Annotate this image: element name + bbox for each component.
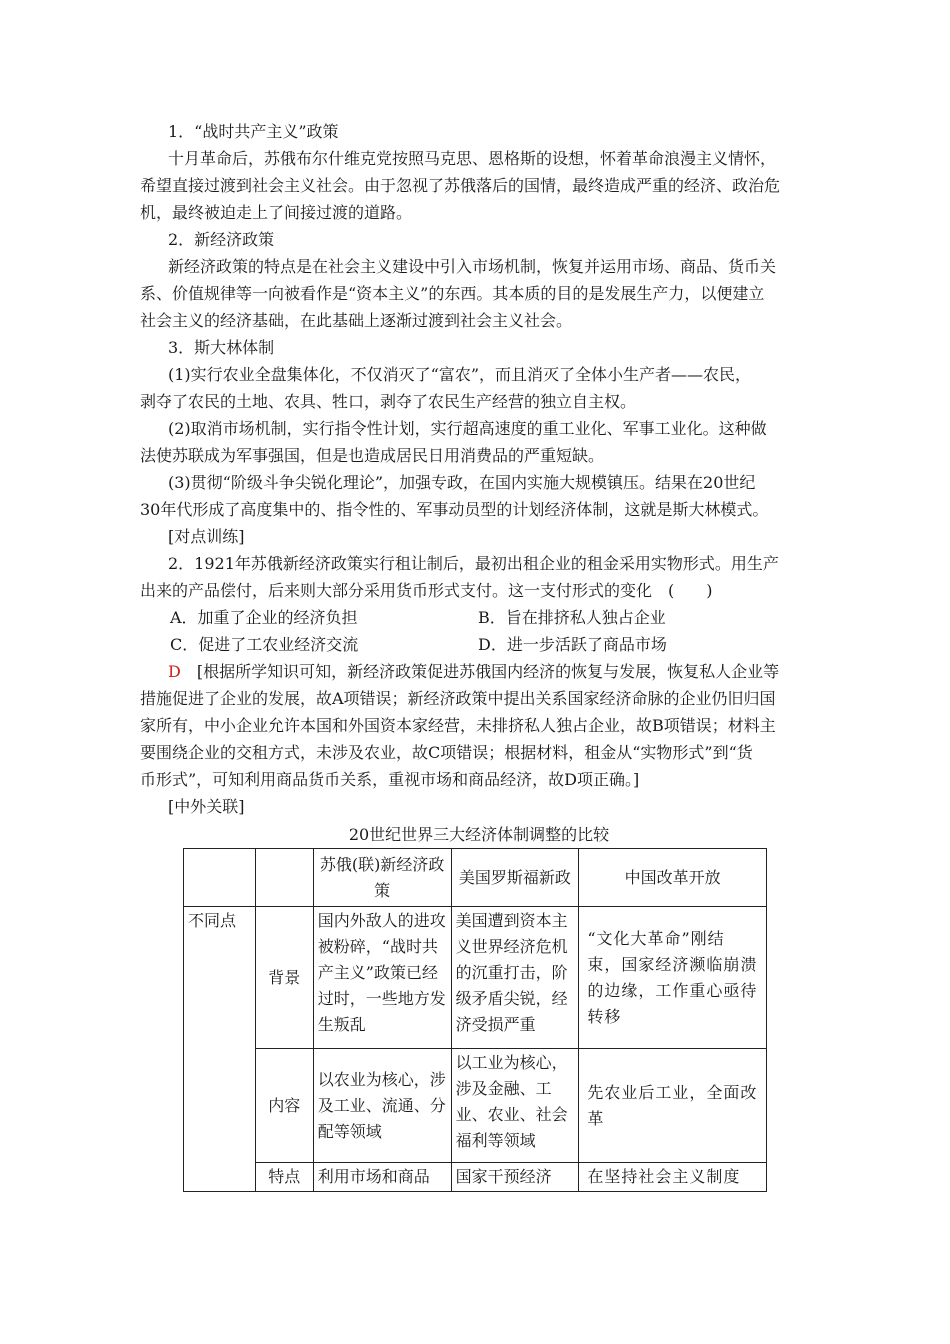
table-row — [184, 1163, 767, 1192]
option-c: C．促进了工农业经济交流 — [170, 635, 359, 654]
section-1-line-2: 希望直接过渡到社会主义社会。由于忽视了苏俄落后的国情，最终造成严重的经济、政治危 — [140, 176, 781, 195]
cell-background-usa: 美国遭到资本主义世界经济危机的沉重打击，阶级矛盾尖锐，经济受损严重 — [451, 907, 579, 1049]
option-a: A．加重了企业的经济负担 — [170, 608, 358, 627]
cell-feature-usa: 国家干预经济 — [451, 1163, 579, 1192]
cell-content-usa: 以工业为核心，涉及金融、工业、农业、社会福利等领域 — [451, 1049, 579, 1163]
explanation-line-3: 家所有，中小企业允许本国和外国资本家经营，未排挤私人独占企业，故B项错误；材料主 — [140, 716, 776, 735]
header-china: 中国改革开放 — [579, 849, 767, 907]
cell-background-soviet: 国内外敌人的进攻被粉碎，“战时共产主义”政策已经过时，一些地方发生叛乱 — [313, 907, 451, 1049]
row-label-content: 内容 — [255, 1049, 313, 1163]
section-1-line-1: 十月革命后，苏俄布尔什维克党按照马克思、恩格斯的设想，怀着革命浪漫主义情怀， — [168, 149, 777, 168]
section-3-point-1-line-1: (1)实行农业全盘集体化，不仅消灭了“富农”，而且消灭了全体小生产者——农民， — [168, 365, 752, 384]
options-row-2 — [140, 631, 818, 658]
explanation-line-4: 要围绕企业的交租方式，未涉及农业，故C项错误；根据材料，租金从“实物形式”到“货 — [140, 743, 753, 762]
section-2-line-2: 系、价值规律等一向被看作是“资本主义”的东西。其本质的目的是发展生产力，以便建立 — [140, 284, 765, 303]
section-1-title: 1．“战时共产主义”政策 — [168, 122, 339, 141]
question-line-1: 2．1921年苏俄新经济政策实行租让制后，最初出租企业的租金采用实物形式。用生产 — [168, 554, 779, 573]
table-row — [184, 1049, 767, 1163]
options-row-1 — [140, 604, 818, 631]
section-2-line-1: 新经济政策的特点是在社会主义建设中引入市场机制，恢复并运用市场、商品、货币关 — [168, 257, 777, 276]
section-3-title: 3．斯大林体制 — [168, 338, 275, 357]
header-empty-2 — [255, 849, 313, 907]
section-1-line-3: 机，最终被迫走上了间接过渡的道路。 — [140, 203, 413, 222]
cell-feature-china: 在坚持社会主义制度 — [579, 1163, 767, 1192]
header-empty-1 — [184, 849, 256, 907]
row-label-feature: 特点 — [255, 1163, 313, 1192]
cell-content-soviet: 以农业为核心，涉及工业、流通、分配等领域 — [313, 1049, 451, 1163]
section-2-title: 2．新经济政策 — [168, 230, 275, 249]
explanation-line-5: 币形式”，可知利用商品货币关系，重视市场和商品经济，故D项正确。] — [140, 770, 640, 789]
header-usa: 美国罗斯福新政 — [451, 849, 579, 907]
cell-background-china: “文化大革命”刚结束，国家经济濒临崩溃的边缘，工作重心亟待转移 — [579, 907, 767, 1049]
table-header-row — [184, 849, 767, 907]
header-soviet: 苏俄(联)新经济政策 — [313, 849, 451, 907]
group-label: 不同点 — [184, 907, 256, 1192]
section-3-point-3-line-2: 30年代形成了高度集中的、指令性的、军事动员型的计划经济体制，这就是斯大林模式。 — [140, 500, 769, 519]
option-b: B．旨在排挤私人独占企业 — [478, 608, 666, 627]
question-line-2: 出来的产品偿付，后来则大部分采用货币形式支付。这一支付形式的变化 ( ) — [140, 581, 713, 600]
cell-content-china: 先农业后工业，全面改革 — [579, 1049, 767, 1163]
section-3-point-1-line-2: 剥夺了农民的土地、农具、牲口，剥夺了农民生产经营的独立自主权。 — [140, 392, 637, 411]
section-3-point-2-line-2: 法使苏联成为军事强国，但是也造成居民日用消费品的严重短缺。 — [140, 446, 605, 465]
document-page — [140, 118, 818, 1186]
section-3-point-2-line-1: (2)取消市场机制，实行指令性计划，实行超高速度的重工业化、军事工业化。这种做 — [168, 419, 767, 438]
comparison-table — [183, 848, 767, 1192]
section-2-line-3: 社会主义的经济基础，在此基础上逐渐过渡到社会主义社会。 — [140, 311, 573, 330]
cell-feature-soviet: 利用市场和商品 — [313, 1163, 451, 1192]
related-heading: [中外关联] — [168, 797, 245, 816]
table-row — [184, 907, 767, 1049]
option-d: D．进一步活跃了商品市场 — [478, 635, 667, 654]
answer-letter: D — [168, 662, 181, 681]
row-label-background: 背景 — [255, 907, 313, 1049]
exercise-heading: [对点训练] — [168, 527, 245, 546]
explanation-line-1: D [根据所学知识可知，新经济政策促进苏俄国内经济的恢复与发展，恢复私人企业等 — [168, 662, 780, 681]
section-3-point-3-line-1: (3)贯彻“阶级斗争尖锐化理论”，加强专政，在国内实施大规模镇压。结果在20世纪 — [168, 473, 756, 492]
explanation-line-2: 措施促进了企业的发展，故A项错误；新经济政策中提出关系国家经济命脉的企业仍旧归国 — [140, 689, 776, 708]
table-title: 20世纪世界三大经济体制调整的比较 — [348, 825, 610, 844]
